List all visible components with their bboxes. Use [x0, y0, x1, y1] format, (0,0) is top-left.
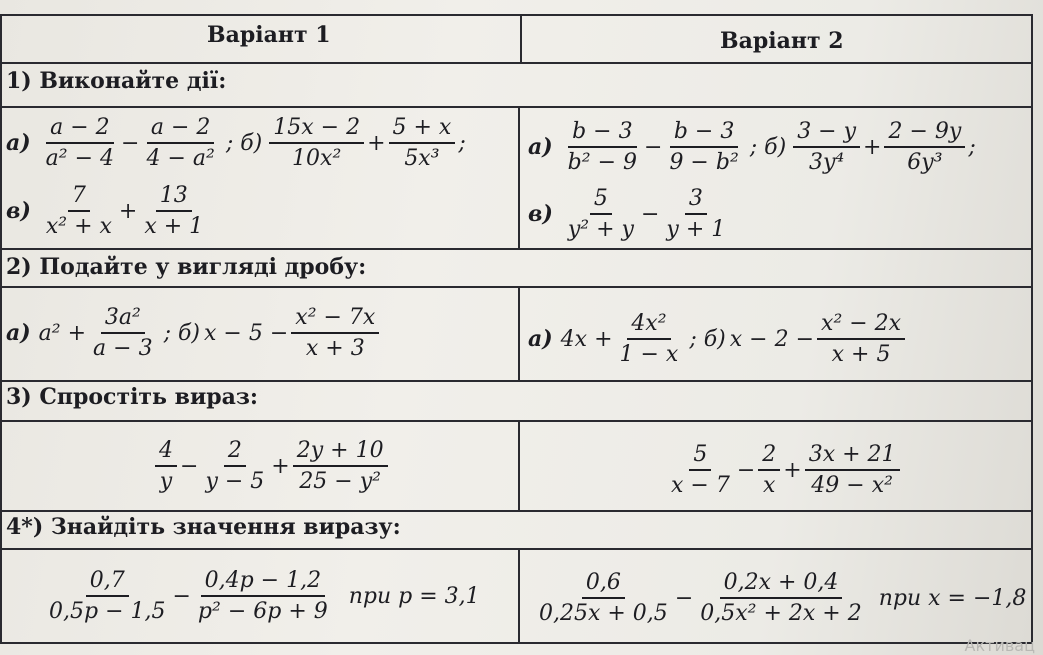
v2-task-3: $\frac{5}{x - 7}$ − $\frac{2}{x}$ + $\frac{3x + 21}{\text{49 − x²}}$ [664, 428, 903, 512]
section-4-title: 4*) Знайдіть значення виразу: [6, 514, 401, 540]
section-1-title: 1) Виконайте дії: [6, 68, 227, 94]
v2-task-2: а) 4x + $\frac{\text{4x²}}{1 - x}$ ; б) x − 2 − $\frac{\text{x² − 2x}}{x + 5}$ [528, 296, 908, 382]
section-2-title: 2) Подайте у вигляді дробу: [6, 254, 367, 280]
v2-task-1b: в) $\frac{5}{\text{y² + y}}$ − $\frac{3}{y + 1}$ [528, 186, 726, 242]
v1-task-1a: а) $\frac{a - 2}{\text{a² − 4}}$ − $\frac{a - 2}{\text{4 − a²}}$ ; б) $\frac{15x - 2}{\text{10x²}}$ + $\frac{5 + x}{\text{5x³}}$ ; [6, 115, 466, 171]
exercise-table [0, 14, 1033, 644]
section-3-title: 3) Спростіть вираз: [6, 384, 259, 410]
activation-watermark: Активац [964, 636, 1035, 655]
v1-task-3: $\frac{4}{y}$ − $\frac{2}{y - 5}$ + $\frac{2y + 10}{\text{25 − y²}}$ [152, 424, 391, 508]
header-variant-1: Варіант 1 [207, 22, 331, 48]
v1-task-1b: в) $\frac{7}{\text{x² + x}}$ + $\frac{13}{x + 1}$ [6, 183, 204, 239]
v1-task-2: а) a² + $\frac{\text{3a²}}{a - 3}$ ; б) x − 5 − $\frac{\text{x² − 7x}}{x + 3}$ [6, 290, 382, 376]
v1-task-4: $\frac{0,7}{0,5p - 1,5}$ − $\frac{0,4p - 1,2}{\text{p² − 6p + 9}}$ при p = 3,1 [49, 568, 480, 624]
v2-task-4: $\frac{0,6}{0,25x + 0,5}$ − $\frac{0,2x + 0,4}{\text{0,5x² + 2x + 2}}$ при x = −1,8 [539, 570, 1027, 626]
v2-task-1a: а) $\frac{b - 3}{\text{b² − 9}}$ − $\frac{b - 3}{\text{9 − b²}}$ ; б) $\frac{3 - y}{\text{3y⁴}}$ + $\frac{2 - 9y}{\text{6y³}}$ ; [528, 119, 976, 175]
header-variant-2: Варіант 2 [720, 28, 844, 54]
